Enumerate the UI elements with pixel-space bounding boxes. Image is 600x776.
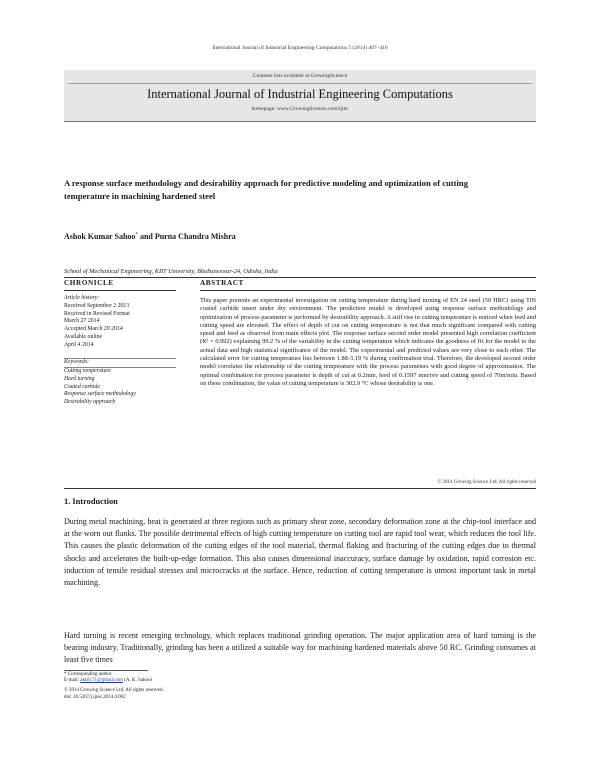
journal-homepage: homepage: www.GrowingScience.com/ijiec bbox=[251, 106, 349, 112]
history-item: Available online bbox=[64, 333, 103, 340]
chronicle-heading: CHRONICLE bbox=[64, 279, 114, 287]
article-history bbox=[64, 295, 179, 350]
email-suffix: (A. K. Sahoo) bbox=[122, 678, 153, 683]
keyword: Desirability approach bbox=[64, 399, 116, 406]
keyword: Hard turning bbox=[64, 375, 95, 382]
email-line bbox=[64, 678, 152, 683]
author-name: Ashok Kumar Sahoo bbox=[64, 232, 136, 241]
abstract-text: This paper presents an experimental investigation on cutting temperature during hard turning of EN 24 steel (50 HRC) using TiN coated carbide insert under dry environment. The prediction model is developed using response surface methodology and optimization of process parameter is performed by desirability approach. A stiff rise in cutting temperature is noticed when feed and cutting speed are elevated. The effect of depth of cut on cutting temperature is not that much significant compared with cutting speed and feed as observed from main effects plot. The response surface second order model presented high correlation coefficient (R² = 0.992) explaining 99.2 % of the variability in the cutting temperature which indicates the goodness of fit for the model to the actual data and high statistical significance of the model. The experimental and predicted values are very close to each other. The calculated error for cutting temperature lies between 1.88-3.19 % during confirmation trial. Therefore, the developed second order model correlates the relationship of the cutting temperature with the process parameters with good degree of approximation. The optimal combination for process parameter is depth of cut at 0.2mm, feed of 0.1597 mm/rev and cutting speed of 70m/min. Based on these combination, the value of cutting temperature is 302.9 °C whose desirability is one. bbox=[200, 297, 536, 387]
history-item: March 27 2014 bbox=[64, 318, 100, 325]
history-item: April 4 2014 bbox=[64, 341, 94, 348]
info-top-rule bbox=[64, 277, 536, 278]
keyword: Coated carbide bbox=[64, 383, 100, 390]
footnote-rule bbox=[64, 670, 148, 671]
journal-title: International Journal of Industrial Engineering Computations bbox=[147, 87, 453, 101]
author-name: Purna Chandra Mishra bbox=[154, 232, 236, 241]
contents-line: Contents lists available at GrowingScience bbox=[252, 73, 348, 79]
keywords-list bbox=[64, 368, 179, 407]
keyword: Cutting temperature bbox=[64, 368, 111, 374]
author-line bbox=[64, 232, 236, 241]
abstract-copyright: © 2014 Growing Science Ltd. All rights reserved bbox=[437, 480, 536, 485]
history-label: Article history: bbox=[64, 295, 100, 301]
corresponding-note: * Corresponding author. bbox=[64, 672, 113, 677]
body-paragraph: Hard turning is recent emerging technology, which replaces traditional grinding operation. The major application area of hard turning is the bearing industry. Traditionally, grinding has been a utilized a suitable way for machining hardened materials above 50 RC. Grinding consumes at least five times bbox=[64, 631, 536, 665]
abstract-rule bbox=[200, 290, 536, 291]
journal-masthead bbox=[64, 70, 536, 122]
keywords-label: Keywords: bbox=[64, 359, 89, 365]
history-item: Received September 2 2013 bbox=[64, 302, 130, 309]
corresponding-mark: * bbox=[135, 232, 138, 238]
abstract-heading: ABSTRACT bbox=[200, 279, 244, 287]
chronicle-rule bbox=[64, 290, 176, 291]
author-separator: and bbox=[137, 232, 155, 241]
keyword: Response surface methodology bbox=[64, 391, 136, 398]
masthead-divider bbox=[68, 83, 532, 84]
doi: doi: 10.5267/j.ijiec.2014.4.002 bbox=[64, 695, 126, 700]
email-link[interactable]: aklsh.71@gmail.com bbox=[80, 678, 123, 683]
article-title: A response surface methodology and desirability approach for predictive modeling and optimization of cutting temperature in machining hardened steel bbox=[64, 178, 468, 201]
history-item: Received in Revised Format bbox=[64, 310, 130, 317]
masthead-bottom-rule bbox=[64, 121, 536, 122]
affiliation: School of Mechanical Engineering, KIIT University, Bhubaneswar-24, Odisha, India bbox=[64, 268, 278, 275]
email-label: E-mail: bbox=[64, 678, 81, 683]
info-bottom-rule bbox=[64, 488, 536, 489]
footer-copyright: © 2014 Growing Science Ltd. All rights reserved. bbox=[64, 688, 164, 693]
history-item: Accepted March 29 2014 bbox=[64, 326, 123, 333]
section-heading: 1. Introduction bbox=[64, 497, 118, 506]
running-head: International Journal of Industrial Engineering Computations 5 (2014) 407–416 bbox=[212, 45, 388, 51]
body-paragraph: During metal machining, heat is generated at three regions such as primary shear zone, secondary deformation zone at the chip-tool interface and at the worn out flanks. The possible detrimental effects of high cutting temperature on cutting tool are rapid tool wear, which reduces the tool life. This causes the plastic deformation of the cutting edges of the tool material, thermal flaking and fracturing of the cutting edges due to thermal shocks and accelerates the built-up-edge formation. This also causes dimensional inaccuracy, surface damage by oxidation, rapid corrosion etc. induction of tensile residual stresses and microcracks at the surface. Hence, reduction of cutting temperature is utmost important task in metal machining. bbox=[64, 517, 536, 588]
